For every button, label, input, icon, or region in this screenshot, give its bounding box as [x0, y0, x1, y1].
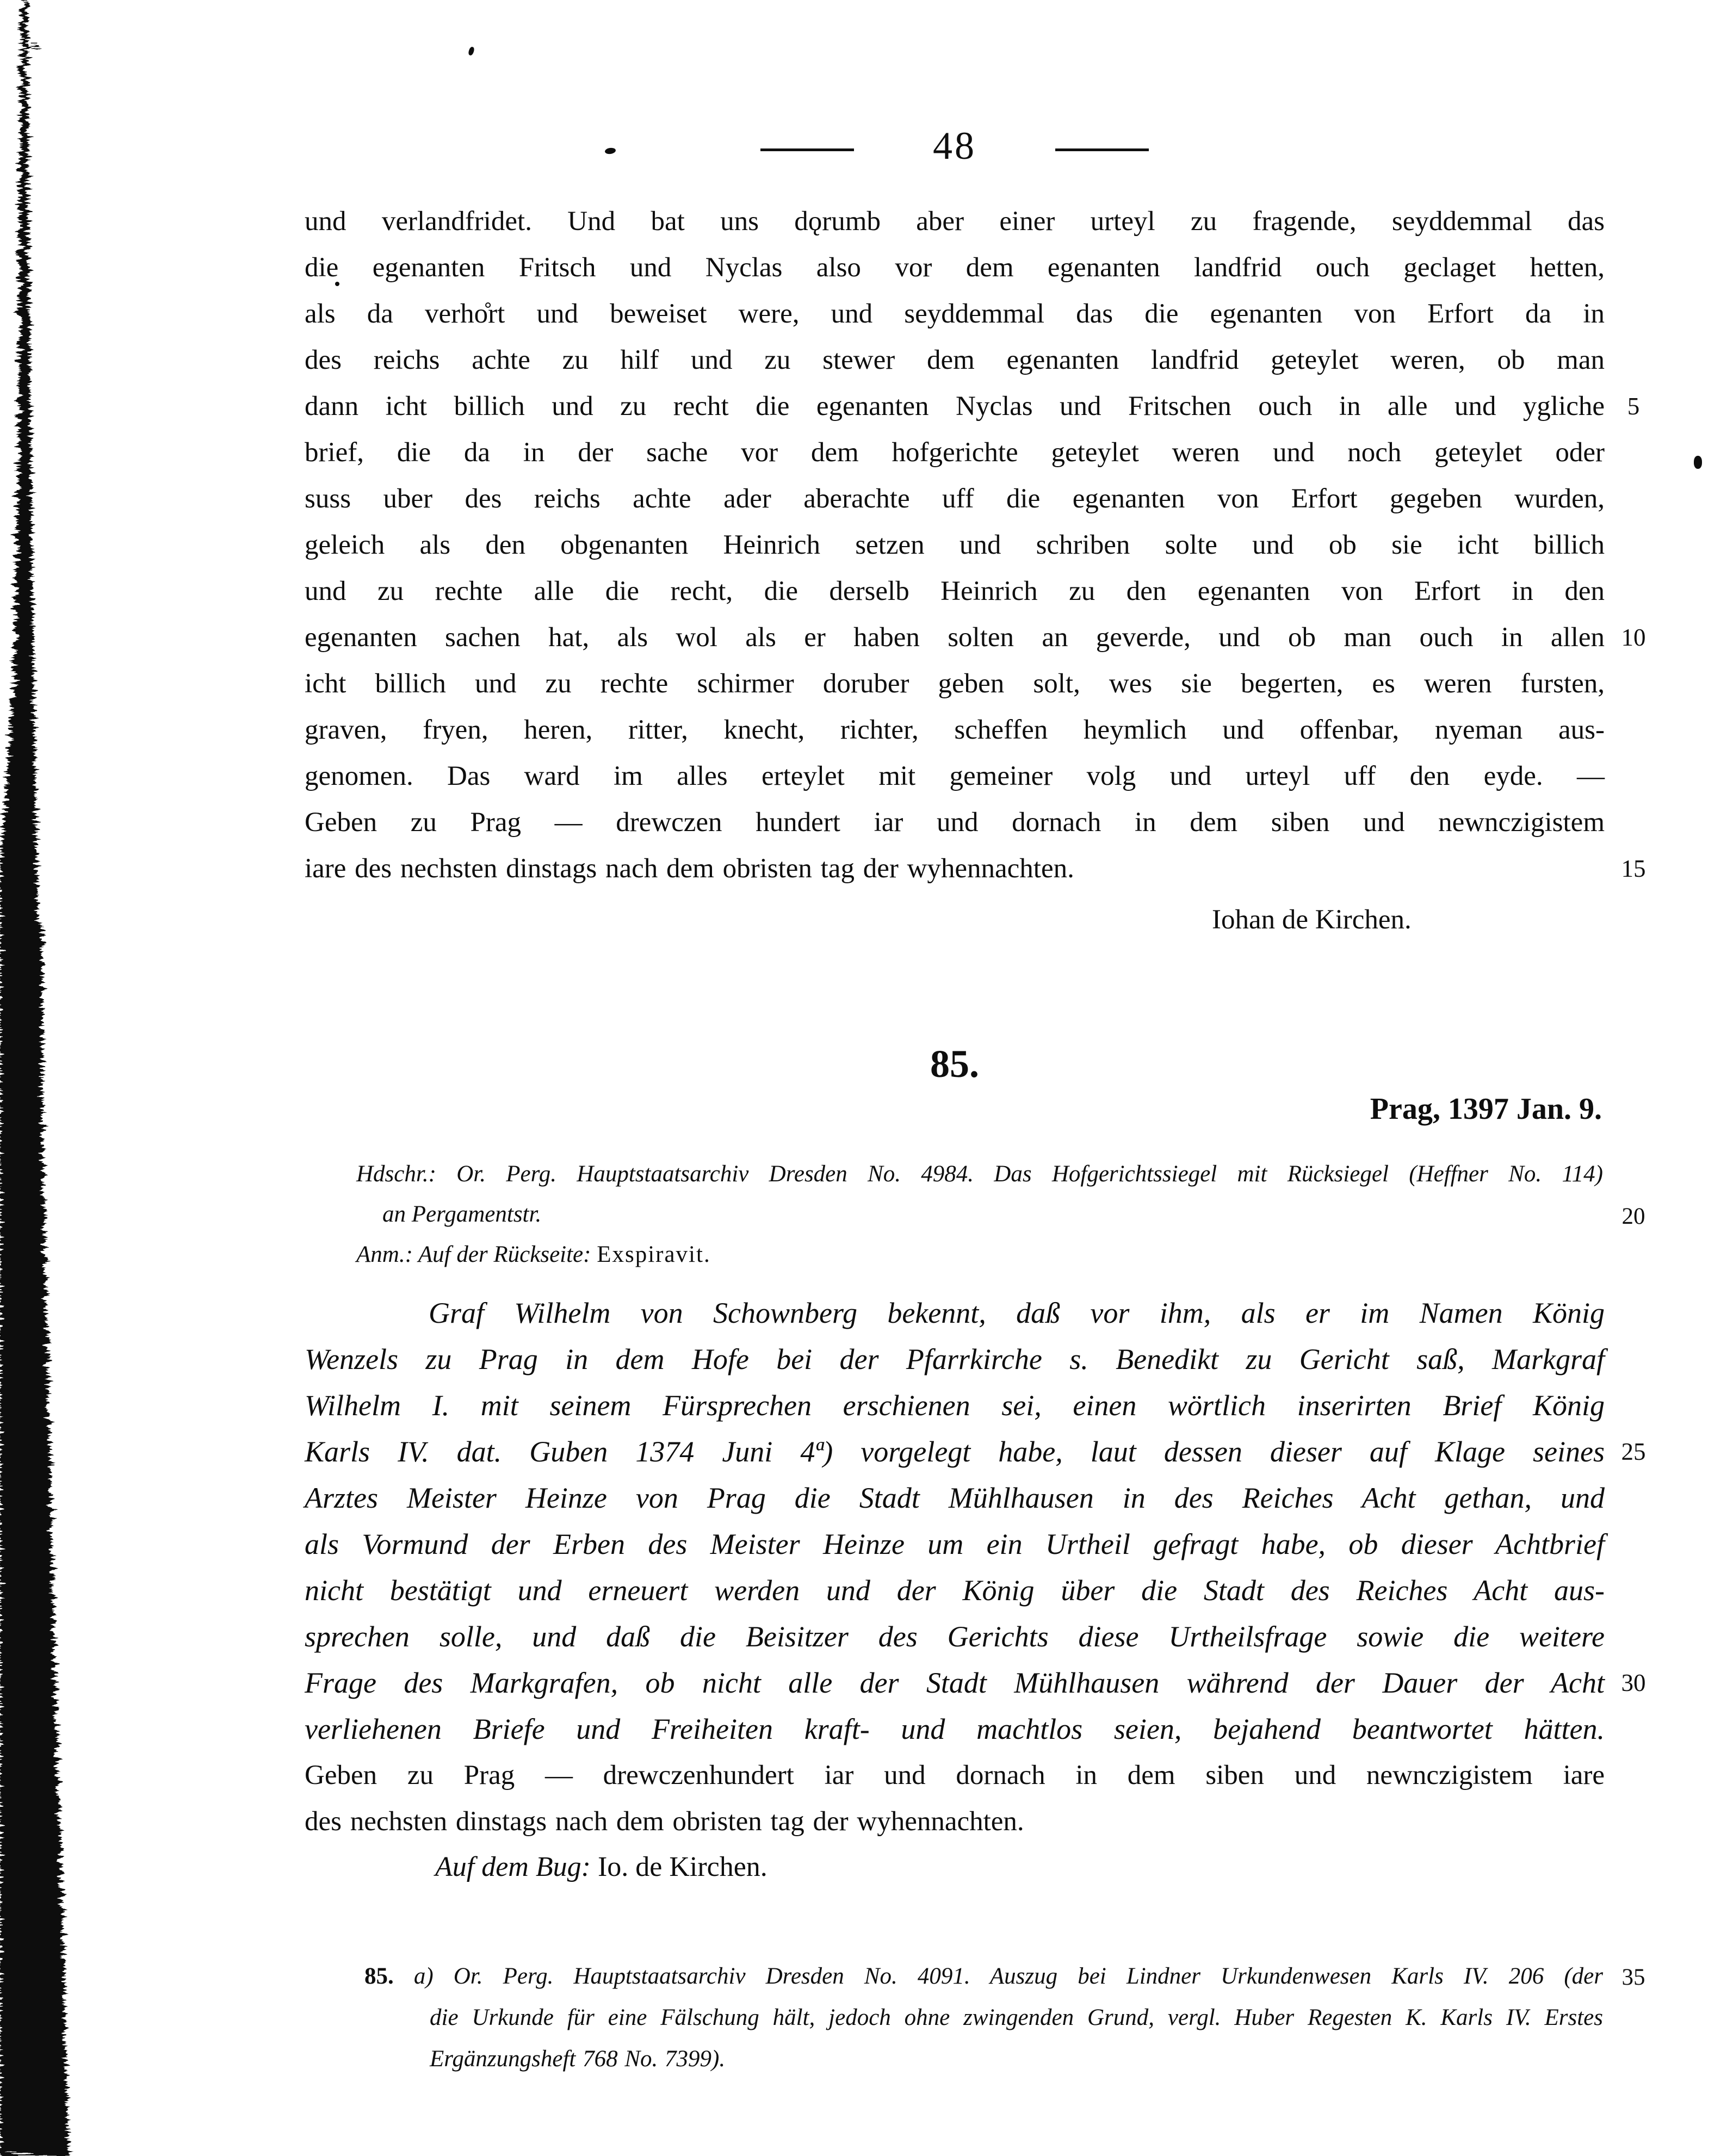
- margin-line-number-20: 20: [1621, 1204, 1645, 1229]
- manuscript-note-block: [356, 1154, 1603, 1275]
- binding-shadow-artifact: [0, 0, 87, 2156]
- anm-label: Anm.: Auf der Rückseite:: [356, 1242, 597, 1267]
- margin-line-number-25: 25: [1621, 1438, 1646, 1465]
- document-number-heading: 85.: [930, 1042, 979, 1086]
- footnote-line: [364, 1956, 1603, 1997]
- summary-line: sprechen solle, und daß die Beisitzer des Gerichts diese Urtheilsfrage sowie die weitere: [305, 1620, 1605, 1653]
- summary-line: als Vormund der Erben des Meister Heinze um ein Urtheil gefragt habe, ob dieser Achtbrief: [305, 1528, 1605, 1560]
- summary-line: nicht bestätigt und erneuert werden und der König über die Stadt des Reiches Acht aus-: [305, 1574, 1605, 1607]
- text-line: Geben zu Prag — drewczenhundert iar und dornach in dem siben und newnczigistem iare: [305, 1760, 1605, 1791]
- summary-line: Graf Wilhelm von Schownberg bekennt, daß vor ihm, als er im Namen König: [429, 1297, 1605, 1329]
- margin-line-number-10: 10: [1621, 624, 1646, 651]
- text-line: graven, fryen, heren, ritter, knecht, richter, scheffen heymlich und offenbar, nyeman aus-: [305, 715, 1605, 745]
- summary-line: Karls IV. dat. Guben 1374 Juni 4ª) vorgelegt habe, laut dessen dieser auf Klage seines: [305, 1435, 1605, 1468]
- text-line: des reichs achte zu hilf und zu stewer dem egenanten landfrid geteylet weren, ob man: [305, 345, 1605, 375]
- header-rule-left: [760, 148, 854, 151]
- page-number: 48: [933, 124, 976, 168]
- text-line: des nechsten dinstags nach dem obristen tag der wyhennachten.: [305, 1806, 1024, 1837]
- document-dateline: Prag, 1397 Jan. 9.: [1370, 1092, 1602, 1126]
- page-header: [305, 124, 1605, 168]
- text-line: suss uber des reichs achte ader aberachte uff die egenanten von Erfort gegeben wurden,: [305, 484, 1605, 514]
- anm-line: [356, 1235, 1603, 1275]
- text-line: Geben zu Prag — drewczen hundert iar und dornach in dem siben und newnczigistem: [305, 807, 1605, 838]
- notary-signature: Iohan de Kirchen.: [1212, 904, 1412, 935]
- text-line: dann icht billich und zu recht die egenanten Nyclas und Fritschen ouch in alle und ygliche: [305, 391, 1605, 422]
- hdschr-line: Hdschr.: Or. Perg. Hauptstaatsarchiv Dresden No. 4984. Das Hofgerichtssiegel mit Rücksiegel (Heffner No. 114): [356, 1161, 1603, 1187]
- footnote-number: 85.: [364, 1963, 394, 1989]
- margin-line-number-15: 15: [1621, 855, 1646, 882]
- footnote-block: [364, 1956, 1603, 2080]
- summary-line: Wenzels zu Prag in dem Hofe bei der Pfarrkirche s. Benedikt zu Gericht saß, Markgraf: [305, 1343, 1605, 1376]
- footnote-line: Ergänzungsheft 768 No. 7399).: [430, 2046, 726, 2072]
- footnote-text: a) Or. Perg. Hauptstaatsarchiv Dresden No. 4091. Auszug bei Lindner Urkundenwesen Karls IV. 206 (der: [393, 1963, 1603, 1989]
- text-line: und zu rechte alle die recht, die derselb Heinrich zu den egenanten von Erfort in den: [305, 576, 1605, 606]
- text-line: geleich als den obgenanten Heinrich setzen und schriben solte und ob sie icht billich: [305, 530, 1605, 560]
- footnote-line: die Urkunde für eine Fälschung hält, jedoch ohne zwingenden Grund, vergl. Huber Regesten K. Karls IV. Erstes: [430, 2005, 1603, 2030]
- document-closing-lines: [305, 1752, 1605, 1845]
- summary-line: Arztes Meister Heinze von Prag die Stadt Mühlhausen in des Reiches Acht gethan, und: [305, 1482, 1605, 1514]
- regest-summary: [305, 1290, 1605, 1752]
- text-line: und verlandfridet. Und bat uns dǫrumb aber einer urteyl zu fragende, seyddemmal das: [305, 206, 1605, 237]
- margin-line-number-5: 5: [1627, 393, 1640, 420]
- summary-line: Wilhelm I. mit seinem Fürsprechen erschienen sei, einen wörtlich inserirten Brief König: [305, 1389, 1605, 1422]
- ink-speck: [468, 46, 475, 56]
- text-line: egenanten sachen hat, als wol als er haben solten an geverde, und ob man ouch in allen: [305, 622, 1605, 653]
- text-line: icht billich und zu rechte schirmer doruber geben solt, wes sie begerten, es weren fursten,: [305, 668, 1605, 699]
- summary-line: verliehenen Briefe und Freiheiten kraft- und machtlos seien, bejahend beantwortet hätten.: [305, 1713, 1605, 1745]
- header-rule-right: [1055, 148, 1149, 151]
- text-line: genomen. Das ward im alles erteylet mit gemeiner volg und urteyl uff den eyde. —: [305, 761, 1605, 791]
- hdschr-line: an Pergamentstr.: [382, 1201, 542, 1227]
- summary-line: Frage des Markgrafen, ob nicht alle der Stadt Mühlhausen während der Dauer der Acht: [305, 1666, 1605, 1699]
- text-line: iare des nechsten dinstags nach dem obristen tag der wyhennachten.: [305, 853, 1074, 884]
- fold-note-label: Auf dem Bug:: [435, 1851, 598, 1882]
- fold-note-signature: Io. de Kirchen.: [597, 1851, 768, 1882]
- text-line: als da verho̊rt und beweiset were, und seyddemmal das die egenanten von Erfort da in: [305, 299, 1605, 329]
- text-line: die egenanten Fritsch und Nyclas also vor dem egenanten landfrid ouch geclaget hetten,: [305, 252, 1605, 283]
- text-line: brief, die da in der sache vor dem hofgerichte geteylet weren und noch geteylet oder: [305, 437, 1605, 468]
- margin-line-number-35: 35: [1621, 1965, 1645, 1990]
- document-84-text: [305, 199, 1605, 892]
- fold-note: [435, 1848, 768, 1886]
- margin-line-number-30: 30: [1621, 1669, 1646, 1696]
- anm-dorsal-note: Exspiravit.: [597, 1242, 711, 1267]
- ink-speck: [1694, 456, 1702, 469]
